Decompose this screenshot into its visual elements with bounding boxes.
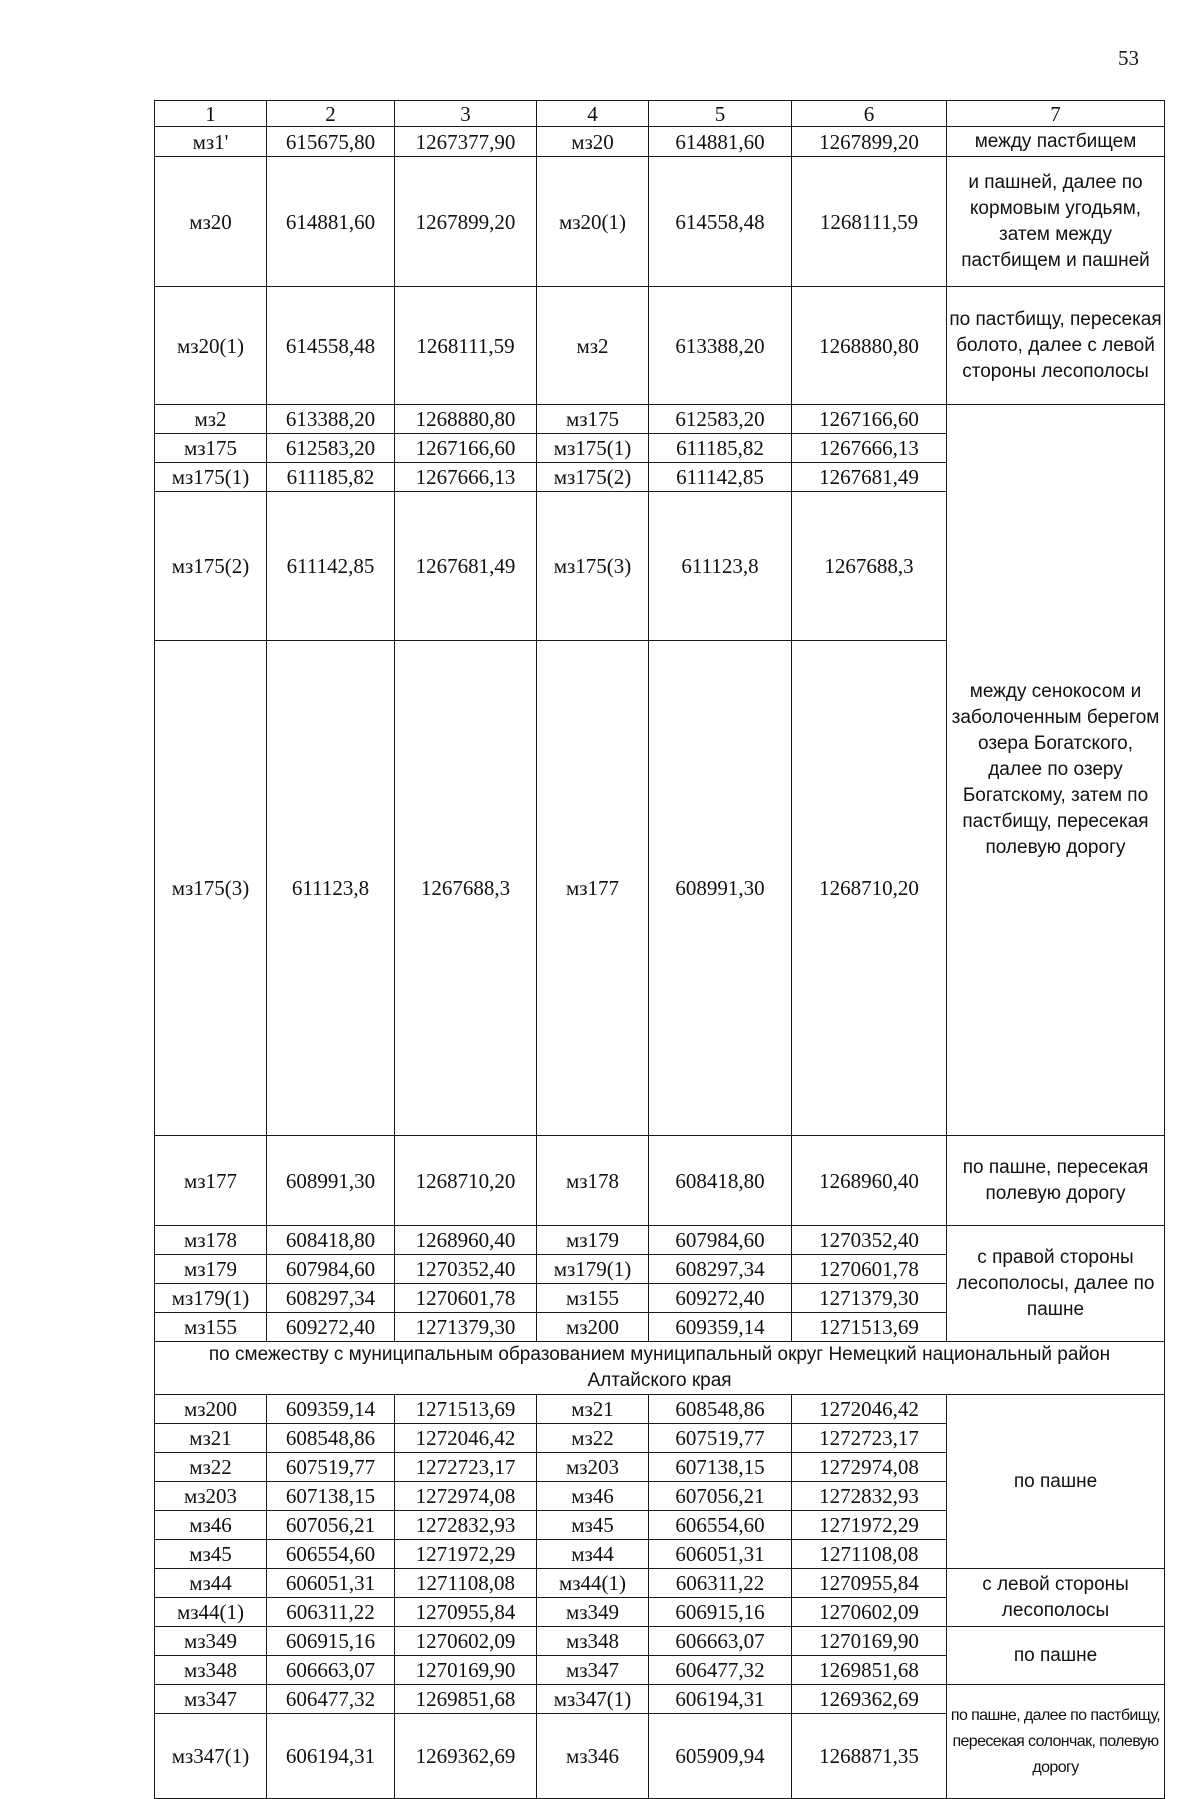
x-to-cell: 607056,21 [649,1482,792,1511]
point-from-cell: мз347(1) [155,1714,267,1799]
boundary-table [154,100,1165,1799]
y-from-cell: 1267166,60 [395,434,537,463]
x-from-cell: 609359,14 [267,1395,395,1424]
y-to-cell: 1270169,90 [792,1627,947,1656]
x-from-cell: 606477,32 [267,1685,395,1714]
point-from-cell: мз44(1) [155,1598,267,1627]
point-to-cell: мз179(1) [537,1255,649,1284]
table-row [155,405,1165,434]
table-row [155,1395,1165,1424]
x-to-cell: 607138,15 [649,1453,792,1482]
point-to-cell: мз175(2) [537,463,649,492]
x-to-cell: 612583,20 [649,405,792,434]
x-to-cell: 609359,14 [649,1313,792,1342]
y-to-cell: 1268111,59 [792,157,947,287]
y-to-cell: 1267166,60 [792,405,947,434]
x-from-cell: 606663,07 [267,1656,395,1685]
point-to-cell: мз346 [537,1714,649,1799]
boundary-description: по пастбищу, пересекая болото, далее с левой стороны лесополосы [947,287,1165,405]
y-to-cell: 1271379,30 [792,1284,947,1313]
y-to-cell: 1267666,13 [792,434,947,463]
x-from-cell: 612583,20 [267,434,395,463]
table-row [155,1136,1165,1226]
x-to-cell: 605909,94 [649,1714,792,1799]
x-to-cell: 614881,60 [649,127,792,157]
point-from-cell: мз175 [155,434,267,463]
x-from-cell: 608418,80 [267,1226,395,1255]
column-number: 5 [649,101,792,127]
x-from-cell: 608991,30 [267,1136,395,1226]
point-from-cell: мз45 [155,1540,267,1569]
x-to-cell: 611123,8 [649,492,792,641]
y-from-cell: 1267899,20 [395,157,537,287]
x-to-cell: 606554,60 [649,1511,792,1540]
column-number: 7 [947,101,1165,127]
x-to-cell: 606311,22 [649,1569,792,1598]
y-from-cell: 1267681,49 [395,492,537,641]
boundary-description: между пастбищем [947,127,1165,157]
point-to-cell: мз347(1) [537,1685,649,1714]
y-to-cell: 1267681,49 [792,463,947,492]
point-to-cell: мз2 [537,287,649,405]
y-from-cell: 1271379,30 [395,1313,537,1342]
point-from-cell: мз347 [155,1685,267,1714]
point-from-cell: мз20(1) [155,287,267,405]
y-from-cell: 1270352,40 [395,1255,537,1284]
point-to-cell: мз178 [537,1136,649,1226]
y-from-cell: 1271513,69 [395,1395,537,1424]
y-from-cell: 1272974,08 [395,1482,537,1511]
column-number: 3 [395,101,537,127]
column-number: 2 [267,101,395,127]
point-to-cell: мз45 [537,1511,649,1540]
boundary-description: с левой стороны лесополосы [947,1569,1165,1627]
y-from-cell: 1270169,90 [395,1656,537,1685]
x-to-cell: 611142,85 [649,463,792,492]
point-to-cell: мз155 [537,1284,649,1313]
boundary-description: по пашне [947,1627,1165,1685]
x-from-cell: 611142,85 [267,492,395,641]
point-from-cell: мз2 [155,405,267,434]
point-to-cell: мз44(1) [537,1569,649,1598]
x-from-cell: 615675,80 [267,127,395,157]
point-to-cell: мз348 [537,1627,649,1656]
boundary-description: и пашней, далее по кормовым угодьям, затем между пастбищем и пашней [947,157,1165,287]
y-from-cell: 1267666,13 [395,463,537,492]
point-from-cell: мз177 [155,1136,267,1226]
table-row [155,157,1165,287]
y-to-cell: 1272723,17 [792,1424,947,1453]
point-from-cell: мз44 [155,1569,267,1598]
y-to-cell: 1271108,08 [792,1540,947,1569]
y-to-cell: 1267688,3 [792,492,947,641]
y-to-cell: 1270955,84 [792,1569,947,1598]
x-from-cell: 611185,82 [267,463,395,492]
point-from-cell: мз46 [155,1511,267,1540]
y-to-cell: 1271513,69 [792,1313,947,1342]
x-to-cell: 614558,48 [649,157,792,287]
point-from-cell: мз200 [155,1395,267,1424]
y-from-cell: 1270955,84 [395,1598,537,1627]
x-from-cell: 607056,21 [267,1511,395,1540]
y-from-cell: 1269851,68 [395,1685,537,1714]
x-from-cell: 607138,15 [267,1482,395,1511]
boundary-description: между сенокосом и заболоченным берегом озера Богатского, далее по озеру Богатскому, затем по пастбищу, пересекая полевую дорогу [947,405,1165,1136]
x-to-cell: 608418,80 [649,1136,792,1226]
point-to-cell: мз46 [537,1482,649,1511]
y-from-cell: 1270601,78 [395,1284,537,1313]
y-to-cell: 1269851,68 [792,1656,947,1685]
x-to-cell: 606194,31 [649,1685,792,1714]
x-to-cell: 606915,16 [649,1598,792,1627]
point-to-cell: мз203 [537,1453,649,1482]
table-row [155,1569,1165,1598]
x-to-cell: 606663,07 [649,1627,792,1656]
x-to-cell: 607984,60 [649,1226,792,1255]
y-to-cell: 1268960,40 [792,1136,947,1226]
point-from-cell: мз348 [155,1656,267,1685]
boundary-description: по пашне [947,1395,1165,1569]
column-number: 1 [155,101,267,127]
point-to-cell: мз21 [537,1395,649,1424]
x-to-cell: 607519,77 [649,1424,792,1453]
point-to-cell: мз175(1) [537,434,649,463]
y-from-cell: 1272723,17 [395,1453,537,1482]
y-from-cell: 1272832,93 [395,1511,537,1540]
y-to-cell: 1271972,29 [792,1511,947,1540]
point-to-cell: мз179 [537,1226,649,1255]
y-from-cell: 1270602,09 [395,1627,537,1656]
y-from-cell: 1269362,69 [395,1714,537,1799]
point-to-cell: мз175 [537,405,649,434]
point-to-cell: мз347 [537,1656,649,1685]
y-from-cell: 1268111,59 [395,287,537,405]
y-from-cell: 1268880,80 [395,405,537,434]
y-from-cell: 1272046,42 [395,1424,537,1453]
boundary-description: по пашне, далее по пастбищу, пересекая солончак, полевую дорогу [947,1685,1165,1799]
boundary-description: по пашне, пересекая полевую дорогу [947,1136,1165,1226]
page-number: 53 [1118,46,1139,70]
table-row [155,1627,1165,1656]
y-to-cell: 1268880,80 [792,287,947,405]
x-from-cell: 614881,60 [267,157,395,287]
y-to-cell: 1268871,35 [792,1714,947,1799]
y-from-cell: 1268710,20 [395,1136,537,1226]
y-from-cell: 1271108,08 [395,1569,537,1598]
y-to-cell: 1270601,78 [792,1255,947,1284]
section-separator-row [155,1342,1165,1395]
y-to-cell: 1272974,08 [792,1453,947,1482]
point-from-cell: мз203 [155,1482,267,1511]
x-from-cell: 607984,60 [267,1255,395,1284]
table-row [155,127,1165,157]
point-from-cell: мз175(1) [155,463,267,492]
y-to-cell: 1268710,20 [792,641,947,1136]
section-separator: по смежеству с муниципальным образованием муниципальный округ Немецкий национальный район Алтайского края [155,1342,1165,1395]
x-from-cell: 609272,40 [267,1313,395,1342]
y-from-cell: 1267377,90 [395,127,537,157]
x-from-cell: 606915,16 [267,1627,395,1656]
x-from-cell: 606051,31 [267,1569,395,1598]
point-from-cell: мз349 [155,1627,267,1656]
point-from-cell: мз179(1) [155,1284,267,1313]
x-to-cell: 609272,40 [649,1284,792,1313]
point-from-cell: мз175(3) [155,641,267,1136]
x-from-cell: 608297,34 [267,1284,395,1313]
x-from-cell: 613388,20 [267,405,395,434]
point-to-cell: мз349 [537,1598,649,1627]
point-from-cell: мз1' [155,127,267,157]
y-to-cell: 1270602,09 [792,1598,947,1627]
point-from-cell: мз20 [155,157,267,287]
y-from-cell: 1267688,3 [395,641,537,1136]
boundary-description: с правой стороны лесополосы, далее по пашне [947,1226,1165,1342]
y-to-cell: 1269362,69 [792,1685,947,1714]
header-row [155,101,1165,127]
x-to-cell: 606477,32 [649,1656,792,1685]
x-to-cell: 611185,82 [649,434,792,463]
y-to-cell: 1267899,20 [792,127,947,157]
point-from-cell: мз155 [155,1313,267,1342]
point-from-cell: мз175(2) [155,492,267,641]
point-to-cell: мз22 [537,1424,649,1453]
x-from-cell: 614558,48 [267,287,395,405]
x-to-cell: 613388,20 [649,287,792,405]
x-from-cell: 611123,8 [267,641,395,1136]
x-to-cell: 608548,86 [649,1395,792,1424]
x-from-cell: 608548,86 [267,1424,395,1453]
x-to-cell: 608297,34 [649,1255,792,1284]
point-to-cell: мз20(1) [537,157,649,287]
x-to-cell: 608991,30 [649,641,792,1136]
point-from-cell: мз21 [155,1424,267,1453]
point-to-cell: мз20 [537,127,649,157]
y-to-cell: 1272832,93 [792,1482,947,1511]
point-to-cell: мз177 [537,641,649,1136]
point-to-cell: мз200 [537,1313,649,1342]
point-to-cell: мз44 [537,1540,649,1569]
column-number: 6 [792,101,947,127]
point-from-cell: мз22 [155,1453,267,1482]
x-from-cell: 607519,77 [267,1453,395,1482]
y-from-cell: 1271972,29 [395,1540,537,1569]
column-number: 4 [537,101,649,127]
x-from-cell: 606194,31 [267,1714,395,1799]
table-row [155,1226,1165,1255]
table-row [155,1685,1165,1714]
x-to-cell: 606051,31 [649,1540,792,1569]
table-row [155,287,1165,405]
point-to-cell: мз175(3) [537,492,649,641]
point-from-cell: мз179 [155,1255,267,1284]
point-from-cell: мз178 [155,1226,267,1255]
x-from-cell: 606554,60 [267,1540,395,1569]
y-to-cell: 1270352,40 [792,1226,947,1255]
y-to-cell: 1272046,42 [792,1395,947,1424]
y-from-cell: 1268960,40 [395,1226,537,1255]
x-from-cell: 606311,22 [267,1598,395,1627]
